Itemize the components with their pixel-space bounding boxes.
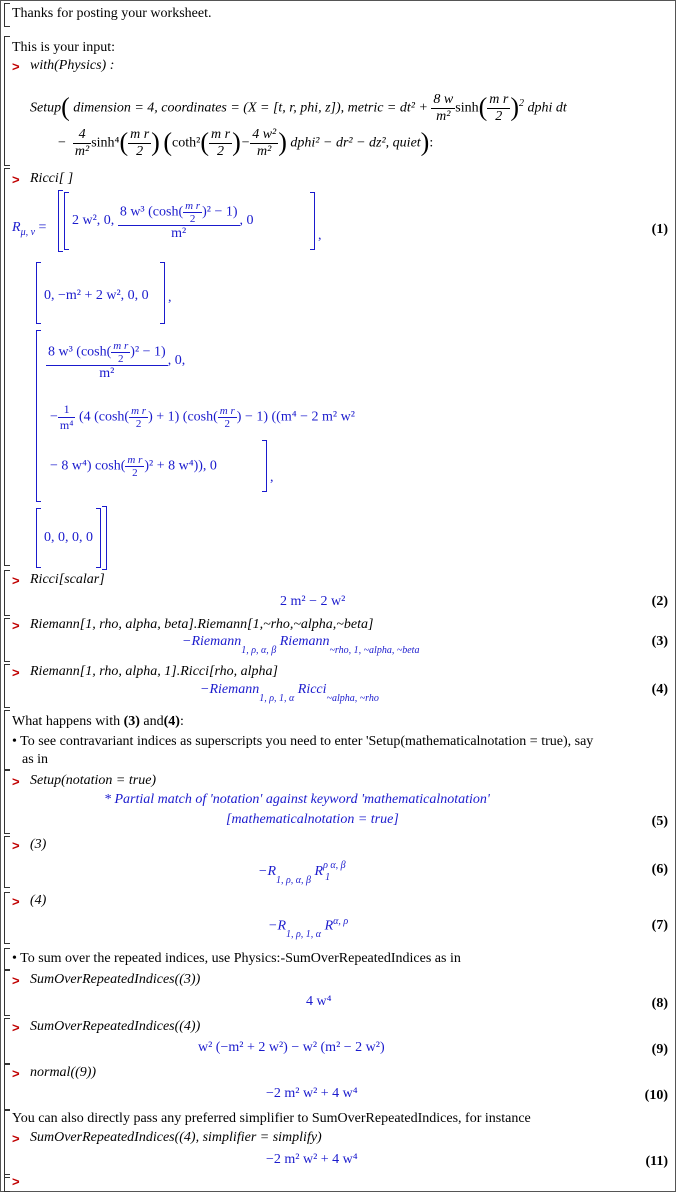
input-prompt: > bbox=[12, 894, 20, 909]
frac-8w-m2: $\frac{8 w}{\text{m²}}$ bbox=[433, 92, 454, 124]
output-riemann-notation-3: $-R_{1, \rho, \alpha, \beta}$ R ρ α, β 1 bbox=[258, 860, 346, 887]
line-end-colon: : bbox=[429, 135, 434, 151]
equation-label-9: (9) bbox=[651, 1042, 668, 1057]
setup-tail: dphi dt bbox=[527, 100, 567, 116]
group-bracket bbox=[4, 770, 10, 834]
output-riemann-contraction-4: −Riemann$_{1, \rho, 1, \alpha}$ Ricci$_{\sim alpha, \sim rho}$ bbox=[200, 682, 379, 704]
equation-label-6: (6) bbox=[651, 862, 668, 877]
ricci-row-3: 8 w³ (cosh( $\frac{\text{m r}}{2}$ )² − 1) m² , 0, bbox=[48, 340, 186, 381]
group-bracket bbox=[4, 970, 10, 1016]
group-bracket bbox=[4, 36, 10, 166]
input-prompt: > bbox=[12, 838, 20, 853]
equation-label-5: (5) bbox=[651, 814, 668, 829]
output-normal: −2 m² w² + 4 w⁴ bbox=[266, 1086, 358, 1101]
input-prompt: > bbox=[12, 1131, 20, 1146]
input-prompt: > bbox=[12, 573, 20, 588]
text-simplifier: You can also directly pass any preferred simplifier to SumOverRepeatedIndices, for instance bbox=[12, 1111, 531, 1126]
group-bracket bbox=[4, 1110, 10, 1178]
input-setup-notation[interactable]: Setup(notation = true) bbox=[30, 773, 157, 788]
row1-frac: 8 w³ (cosh( $\frac{\text{m r}}{2}$ )² − 1) m² bbox=[119, 200, 238, 241]
output-sum-4: w² (−m² + 2 w²) − w² (m² − 2 w²) bbox=[198, 1040, 385, 1055]
equation-label-1: (1) bbox=[651, 222, 668, 237]
output-ricci-scalar: 2 m² − 2 w² bbox=[280, 594, 346, 609]
warning-partial-match: * Partial match of 'notation' against keyword 'mathematicalnotation' bbox=[104, 792, 490, 807]
matrix-left-bracket bbox=[58, 190, 63, 252]
coth2-fn: coth² bbox=[172, 135, 201, 151]
group-bracket bbox=[4, 1174, 10, 1192]
input-riemann-contraction-4[interactable]: Riemann[1, rho, alpha, 1].Ricci[rho, alpha] bbox=[30, 664, 278, 679]
equation-label-2: (2) bbox=[651, 594, 668, 609]
frac-4w2-m2: $\frac{\text{4 w²}}{\text{m²}}$ bbox=[252, 127, 277, 159]
group-bracket bbox=[4, 1018, 10, 1064]
input-with-physics[interactable]: with(Physics) : bbox=[30, 58, 115, 73]
group-bracket bbox=[4, 618, 10, 662]
equation-label-10: (10) bbox=[644, 1088, 668, 1103]
input-riemann-contraction-3[interactable]: Riemann[1, rho, alpha, beta].Riemann[1,~rho,~alpha,~beta] bbox=[30, 617, 374, 632]
input-prompt: > bbox=[12, 973, 20, 988]
equals-sign: = bbox=[38, 220, 47, 235]
frac-mr-2: $\frac{\text{m r}}{2}$ bbox=[130, 127, 150, 159]
text-bullet-1-line-1: • To see contravariant indices as superscripts you need to enter 'Setup(mathematicalnotation = true), say bbox=[12, 734, 594, 749]
row-left-bracket bbox=[64, 192, 69, 250]
input-normal[interactable]: normal((9)) bbox=[30, 1065, 97, 1080]
matrix-right-bracket bbox=[102, 506, 107, 570]
input-prompt: > bbox=[12, 1020, 20, 1035]
row-right-bracket bbox=[96, 508, 101, 568]
input-ref-4[interactable]: (4) bbox=[30, 893, 47, 908]
input-ricci-scalar[interactable]: Ricci[scalar] bbox=[30, 572, 105, 587]
output-sum-3: 4 w⁴ bbox=[306, 994, 332, 1009]
group-bracket bbox=[4, 892, 10, 944]
group-bracket bbox=[4, 1064, 10, 1110]
frac-4-m2: $\frac{4}{\text{m²}}$ bbox=[74, 127, 90, 159]
ricci-row-4: 0, 0, 0, 0 bbox=[44, 530, 93, 545]
ricci-row-2: 0, −m² + 2 w², 0, 0 bbox=[44, 288, 149, 303]
group-bracket bbox=[4, 3, 10, 27]
row-left-bracket bbox=[36, 262, 41, 324]
sinh4-fn: sinh⁴ bbox=[91, 135, 120, 151]
setup-args: dimension = 4, coordinates = (X = [t, r, phi, z]), metric = dt² + bbox=[73, 100, 432, 116]
group-bracket bbox=[4, 570, 10, 616]
equation-label-8: (8) bbox=[651, 996, 668, 1011]
input-sum-4[interactable]: SumOverRepeatedIndices((4)) bbox=[30, 1019, 201, 1034]
input-sum-3[interactable]: SumOverRepeatedIndices((3)) bbox=[30, 972, 201, 987]
group-bracket bbox=[4, 710, 10, 770]
intro-thanks: Thanks for posting your worksheet. bbox=[12, 6, 212, 21]
row-left-bracket bbox=[36, 330, 41, 502]
group-bracket bbox=[4, 836, 10, 888]
input-prompt: > bbox=[12, 172, 20, 187]
output-ricci-lhs bbox=[12, 220, 46, 238]
empty-input-prompt[interactable]: > bbox=[12, 1174, 20, 1189]
row-left-bracket bbox=[36, 508, 41, 568]
input-prompt: > bbox=[12, 665, 20, 680]
setup-tail2: dphi² − dr² − dz², quiet bbox=[290, 135, 421, 151]
row-right-bracket bbox=[160, 262, 165, 324]
ricci-row-3-line-3: − 8 w⁴) cosh( $\frac{\text{m r}}{2}$ )² + 8 w⁴)), 0 bbox=[50, 454, 217, 479]
group-bracket bbox=[4, 948, 10, 970]
ricci-symbol: R bbox=[12, 220, 21, 235]
frac-mr-2: $\frac{\text{m r}}{2}$ bbox=[211, 127, 231, 159]
row-right-bracket bbox=[310, 192, 315, 250]
minus-sign: − bbox=[58, 135, 66, 151]
group-bracket bbox=[4, 664, 10, 708]
input-prompt: > bbox=[12, 774, 20, 789]
output-mathematicalnotation: [mathematicalnotation = true] bbox=[226, 812, 399, 827]
ricci-row-3-line-2: − $\frac{1}{\text{m⁴}}$ (4 (cosh( $\frac{\text{m r}}{2}$ ) + 1) (cosh( $\frac{\text{m r}}{2}$ ) − 1) ((m⁴ − 2 m² w² bbox=[50, 402, 355, 432]
input-setup-line2[interactable]: − $\frac{4}{\text{m²}}$ sinh⁴( $\frac{\text{m r}}{2}$ ) (coth²( $\frac{\text{m r}}{2}$ )− $\frac{\text{4 w²}}{\text{m²}}$ ) dphi² − dr² − dz², quiet): bbox=[58, 127, 434, 159]
text-what-happens: What happens with (3) and(4): bbox=[12, 714, 184, 729]
output-sum-simplify: −2 m² w² + 4 w⁴ bbox=[266, 1152, 358, 1167]
input-prompt: > bbox=[12, 59, 20, 74]
output-riemann-contraction-3: −Riemann$_{1, \rho, \alpha, \beta}$ Riemann$_{\sim rho, 1, \sim alpha, \sim beta}$ bbox=[182, 634, 420, 656]
row3-frac: 8 w³ (cosh( $\frac{\text{m r}}{2}$ )² − 1) m² bbox=[48, 340, 166, 381]
row-right-bracket bbox=[262, 440, 267, 492]
intro-input-label: This is your input: bbox=[12, 40, 116, 55]
input-ricci[interactable]: Ricci[ ] bbox=[30, 171, 74, 186]
input-prompt: > bbox=[12, 1066, 20, 1081]
group-bracket bbox=[4, 168, 10, 566]
frac-mr-2: $\frac{\text{m r}}{2}$ bbox=[489, 92, 509, 124]
equation-label-4: (4) bbox=[651, 682, 668, 697]
text-bullet-2: • To sum over the repeated indices, use Physics:-SumOverRepeatedIndices as in bbox=[12, 951, 461, 966]
output-riemann-notation-4: $-R_{1, \rho, 1, \alpha}$ $R^{\alpha, \rho}$ bbox=[268, 916, 349, 941]
ricci-row-1: 2 w², 0, 8 w³ (cosh( $\frac{\text{m r}}{2}$ )² − 1) m² , 0 bbox=[72, 200, 254, 241]
setup-fn: Setup bbox=[30, 100, 62, 116]
equation-label-3: (3) bbox=[651, 634, 668, 649]
input-setup-line1[interactable]: Setup( dimension = 4, coordinates = (X = [t, r, phi, z]), metric = dt² + $\frac{8 w}{\text{m²}}$ sinh( $\frac{\text{m r}}{2}$ )$^2$ dphi dt bbox=[30, 92, 567, 124]
sinh-fn: sinh bbox=[455, 100, 479, 116]
ricci-indices: μ, ν bbox=[20, 226, 36, 238]
equation-label-11: (11) bbox=[645, 1154, 668, 1169]
text-bullet-1-line-2: as in bbox=[22, 752, 49, 767]
input-sum-simplify[interactable]: SumOverRepeatedIndices((4), simplifier = simplify) bbox=[30, 1130, 322, 1145]
input-prompt: > bbox=[12, 618, 20, 633]
equation-label-7: (7) bbox=[651, 918, 668, 933]
input-ref-3[interactable]: (3) bbox=[30, 837, 47, 852]
